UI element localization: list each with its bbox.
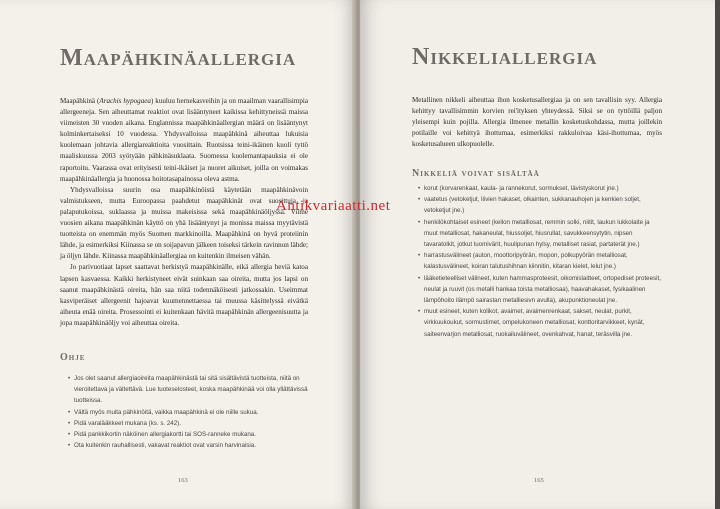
bullet-list [68,373,314,451]
list-item: • lääketieteelliset välineet, kuten hammasproteesit, oikomislaitteet, ortopediset proteesit, neulat ja ruuvit (os metalli hankaa toista metalliosaa), haavahakaset, fysikaalinen lämpöhoito ilämpö sairastan metalliesivn avulla), akupunktioneulat jne. [418,273,664,307]
paragraph: Metallinen nikkeli aiheuttaa ihon kosketusallergiaa ja on sen tavallisin syy. Allergia kehittyy tavallisimmin korvien rei'ityksen yhteydessä. Siksi se on tyttöillä paljon yleisempi kuin pojilla. Allergia ilmenee metallin kosketuskohdassa, mutta joillekin potilaille voi kehittyä ihottumaa, esimerkiksi rakkuloivaa käsi-ihottumaa, myös kosketusalueen ulkopuolelle. [412,96,662,149]
body-text [412,95,662,150]
list-item: • Jos olet saanut allergiaoireita maapähkinästä tai sitä sisältävistä tuotteista, niitä on vieroitettava ja vältettävä. Lue tuoteselosteet, koska maapähkinää voi olla yllättävissä tuotteissa. [68,373,314,407]
body-text [60,96,308,329]
list-item: • Ota kuitenkin rauhallisesti, vakavat reaktiot ovat varsin harvinaisia. [68,440,314,451]
section-heading: Nikkeliä voivat sisältää [412,168,540,179]
page-title: Maapähkinäallergia [60,45,297,71]
right-book-edge [715,0,720,509]
section-heading: Ohje [60,352,86,363]
list-item: • henkilökohtaiset esineet (kellon metalliosat, remmin solki, niitit, laukun lukkolaite ja muut metalliosat, hakaneulat, hiussoljet, hiusrullat, savukkeensytytin, nipsen tavaratolkit, jotkut luomivärit, huulipunan hylsy, metalliset rasiat, partaterät jne.) [418,217,664,251]
right-page [360,0,720,509]
page-title: Nikkeliallergia [412,44,598,70]
latin-name: Arachis hypogaea [99,97,151,105]
list-item: • Pidä pankkikortin näköinen allergiakortti tai SOS-ranneke mukana. [68,429,314,440]
paragraph [60,96,308,185]
text-run: Maapähkinä ( [60,97,100,105]
list-item: • Vältä myös muita pähkinöitä, vaikka maapähkinä ei ole niille sukua. [68,407,314,418]
list-item: • muut esineet, kuten kolikot, avaimet, avaimenrenkaat, sakset, neulat, purkit, virkkuukoukut, sormustimet, ompelukoneen metalliosat, konttoritarvikkeet, kynät, saiteenvarjon metalliosat, ruokailuvälineet, ovenkahvat, hanat, teräsvilla jne. [418,306,664,340]
page-number: 165 [534,477,544,484]
watermark: Antikvariaatti.net [276,198,391,214]
bullet-list [418,183,664,340]
text-run: ) kuuluu hernekasveihin ja on maailman vaarallisimpia allergeeneja. Sen aiheuttamat reaktiot ovat lisääntyneet kaikissa kehittyneissä maissa viimeisten 30 vuoden aikana. Englannissa maapähkinäallergian määrä on lisääntynyt kolminkertaiseksi 10 vuodessa. Yhdysvalloissa maapähkinä aiheuttaa lukuisia kuolemaan johtavia allergiareaktioita vuosittain. Ruotsissa teini-ikäinen kuoli tyttö maaliskuussa 2003 syötyään pähkinäsuklaata. Suomessa kuolemantapauksia ei ole raportoitu. Vaarassa ovat erityisesti teini-ikäiset ja nuoret aikuiset, joilla on voimakas maapähkinäallergia ja huonossa hoitotasapainossa oleva astma. [60,97,309,183]
list-item: • korut (korvarenkaat, kaula- ja rannekorut, sormukset, lävistyskorut jne.) [418,183,664,194]
page-number: 163 [178,477,188,484]
list-item: • vaatetus (vetoketjut, liivien hakaset, olkainten, sukkanauhojen ja kenkien soljet, vetoketjut jne.) [418,194,664,216]
list-item: • harrastusvälineet (auton, moottoripyörän, mopon, polkupyörän metalliosat, kalastusvälineet, koiran talutushihnan kiinnitin, kitaran kielet, lelut jne.) [418,250,664,272]
left-page [0,0,356,509]
paragraph: Jo parivuotiaat lapset saattavat herkistyä maapähkinälle, eikä allergia heviä katoa lapsen kasvaessa. Kaikki herkistyneet eivät suinkaan saa oireita, mutta jos lapsi on saanut maapähkinästä oireita, hän saa niitä todennäköisesti jatkossakin. Useimmat kasviperäiset allergeenit hajoavat kuumennettaessa tai muussa käsittelyssä eivätkä aiheuta enää oireita. Prosessointi ei kuitenkaan hävitä maapähkinän allergeenisuutta ja jopa maapähkinäöljy voi aiheuttaa oireita. [60,263,308,327]
paragraph: Yhdysvalloissa suurin osa maapähkinöistä käytetään maapähkinävoin valmistukseen, mutta Euroopassa paahdetut maapähkinät ovat suosittuja ja palaputukoissa, suklaassa ja muissa makeisissa sekä maapähkinäöljyssä. Viime vuosien aikana maapähkinän käyttö on yhä lisääntynyt ja monissa maissa myytävistä tuotteista on enemmän myös Suomen markkinoilla. Maapähkinä on hyvä proteiinin lähde, ja esimerkiksi Kiinassa se on soijapavun jälkeen toiseksi tärkein ravinnon lähde; ja öljyn lähde. Kiinassa maapähkinäallergiaa on kuitenkin ilmeisen vähän. [60,185,308,261]
list-item: • Pidä varalääkkeet mukana (ks. s. 242). [68,418,314,429]
